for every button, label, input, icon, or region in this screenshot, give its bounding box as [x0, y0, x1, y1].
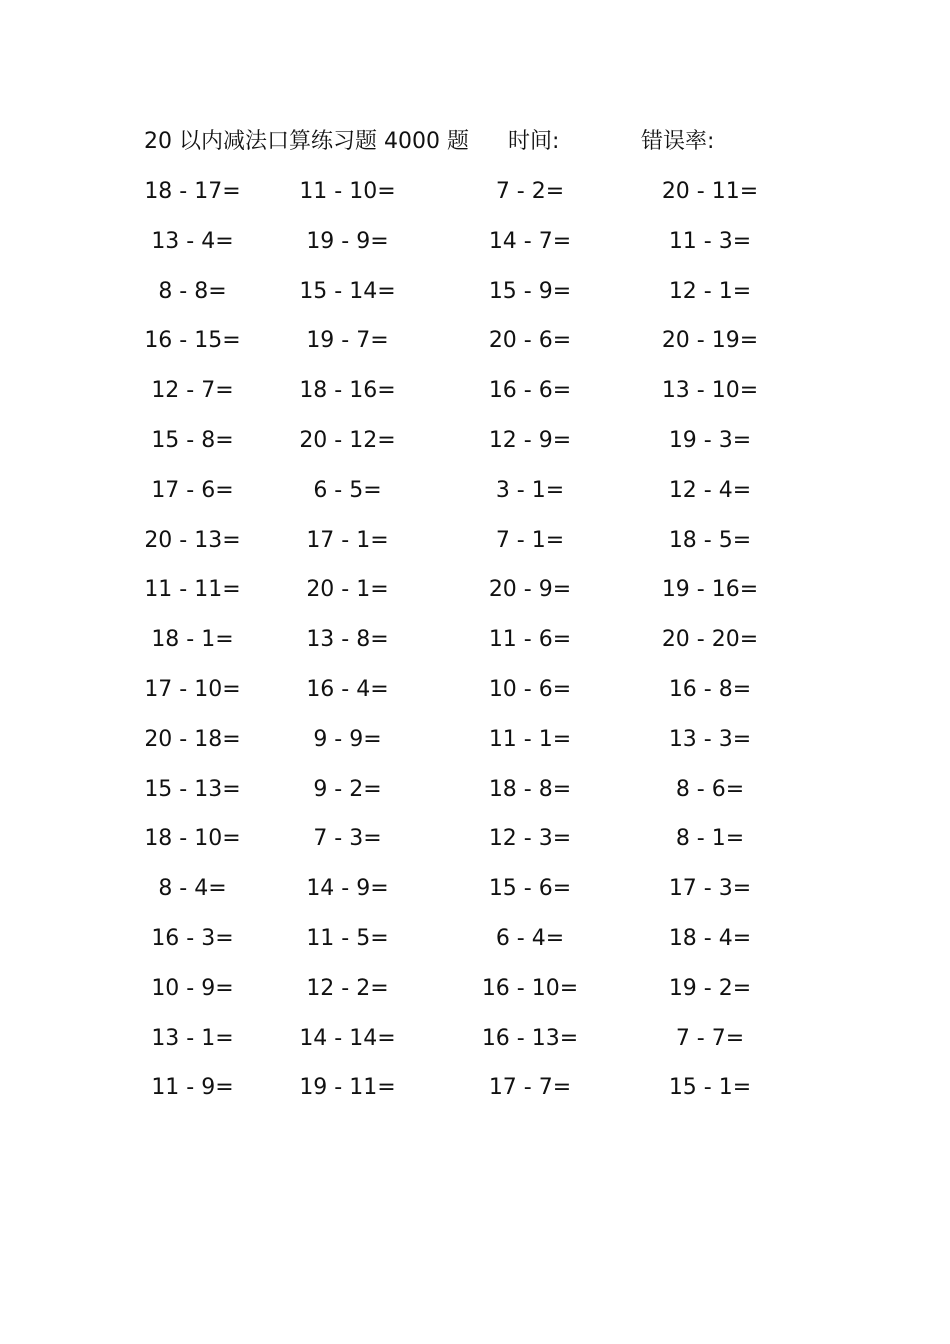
problem-item: 20 - 9= — [488, 577, 572, 603]
problem-item: 13 - 1= — [151, 1025, 234, 1051]
problem-item: 13 - 8= — [306, 627, 389, 653]
problem-item: 14 - 7= — [488, 228, 572, 254]
problem-row — [130, 371, 810, 421]
problem-item: 11 - 11= — [144, 577, 241, 603]
problem-item: 15 - 1= — [668, 1075, 752, 1101]
problem-row — [130, 1068, 810, 1118]
worksheet-title: 20 以内减法口算练习题 4000 题 — [144, 129, 469, 154]
problem-row — [130, 770, 810, 820]
problem-item: 19 - 2= — [668, 975, 752, 1001]
problem-item: 18 - 4= — [668, 925, 752, 951]
problem-item: 10 - 6= — [488, 676, 572, 702]
problem-item: 7 - 3= — [313, 826, 382, 852]
time-label: 时间: — [508, 129, 560, 154]
problem-item: 16 - 8= — [668, 676, 752, 702]
problem-item: 18 - 10= — [144, 826, 241, 852]
problem-item: 18 - 8= — [488, 776, 572, 802]
problem-item: 19 - 7= — [306, 328, 389, 354]
problem-row — [130, 620, 810, 670]
problem-item: 17 - 10= — [144, 676, 241, 702]
problem-item: 7 - 1= — [495, 527, 565, 553]
problem-item: 15 - 9= — [488, 278, 572, 304]
problem-row — [130, 272, 810, 322]
problem-row — [130, 1019, 810, 1069]
problem-item: 20 - 12= — [299, 427, 396, 453]
problem-item: 11 - 5= — [306, 925, 389, 951]
problem-row — [130, 869, 810, 919]
problem-item: 13 - 3= — [668, 726, 752, 752]
problem-grid — [130, 172, 810, 1118]
problem-item: 20 - 13= — [144, 527, 241, 553]
problem-item: 15 - 13= — [144, 776, 241, 802]
problem-item: 9 - 9= — [313, 726, 382, 752]
problem-item: 8 - 1= — [675, 826, 745, 852]
problem-item: 15 - 6= — [488, 876, 572, 902]
problem-item: 11 - 6= — [488, 627, 572, 653]
problem-row — [130, 919, 810, 969]
problem-item: 11 - 9= — [151, 1075, 234, 1101]
problem-item: 13 - 10= — [661, 378, 759, 404]
problem-row — [130, 670, 810, 720]
problem-item: 11 - 10= — [299, 179, 396, 204]
error-rate-label: 错误率: — [641, 129, 715, 154]
worksheet-header — [144, 124, 844, 160]
problem-item: 18 - 1= — [151, 627, 234, 653]
problem-item: 20 - 20= — [661, 627, 759, 653]
problem-item: 8 - 4= — [158, 876, 227, 902]
problem-row — [130, 172, 810, 222]
problem-item: 20 - 6= — [488, 328, 572, 354]
problem-item: 20 - 18= — [144, 726, 241, 752]
problem-item: 7 - 2= — [495, 179, 565, 204]
problem-item: 16 - 6= — [488, 378, 572, 404]
problem-row — [130, 969, 810, 1019]
problem-item: 11 - 1= — [488, 726, 572, 752]
problem-row — [130, 819, 810, 869]
problem-item: 16 - 15= — [144, 328, 241, 354]
problem-item: 6 - 5= — [313, 477, 382, 503]
problem-item: 12 - 4= — [668, 477, 752, 503]
problem-item: 18 - 5= — [668, 527, 752, 553]
problem-item: 8 - 6= — [675, 776, 745, 802]
problem-item: 14 - 9= — [306, 876, 389, 902]
problem-row — [130, 521, 810, 571]
problem-item: 6 - 4= — [495, 925, 565, 951]
problem-item: 12 - 2= — [306, 975, 389, 1001]
problem-item: 3 - 1= — [495, 477, 565, 503]
problem-item: 20 - 11= — [661, 179, 759, 204]
problem-item: 10 - 9= — [151, 975, 234, 1001]
problem-item: 16 - 13= — [481, 1025, 579, 1051]
problem-item: 20 - 1= — [306, 577, 389, 603]
problem-item: 15 - 8= — [151, 427, 234, 453]
problem-item: 19 - 3= — [668, 427, 752, 453]
problem-item: 12 - 1= — [668, 278, 752, 304]
problem-row — [130, 321, 810, 371]
problem-row — [130, 471, 810, 521]
problem-item: 17 - 7= — [488, 1075, 572, 1101]
problem-item: 12 - 3= — [488, 826, 572, 852]
problem-item: 20 - 19= — [661, 328, 759, 354]
problem-row — [130, 222, 810, 272]
problem-item: 14 - 14= — [299, 1025, 396, 1051]
problem-row — [130, 421, 810, 471]
problem-item: 12 - 7= — [151, 378, 234, 404]
problem-item: 16 - 10= — [481, 975, 579, 1001]
problem-item: 9 - 2= — [313, 776, 382, 802]
problem-item: 17 - 3= — [668, 876, 752, 902]
problem-item: 7 - 7= — [675, 1025, 745, 1051]
problem-item: 17 - 1= — [306, 527, 389, 553]
problem-item: 16 - 4= — [306, 676, 389, 702]
problem-item: 15 - 14= — [299, 278, 396, 304]
problem-item: 8 - 8= — [158, 278, 227, 304]
problem-item: 18 - 16= — [299, 378, 396, 404]
problem-item: 17 - 6= — [151, 477, 234, 503]
problem-item: 19 - 11= — [299, 1075, 396, 1101]
problem-item: 13 - 4= — [151, 228, 234, 254]
problem-item: 11 - 3= — [668, 228, 752, 254]
problem-row — [130, 720, 810, 770]
problem-item: 18 - 17= — [144, 179, 241, 204]
problem-item: 12 - 9= — [488, 427, 572, 453]
problem-item: 19 - 9= — [306, 228, 389, 254]
problem-row — [130, 570, 810, 620]
problem-item: 19 - 16= — [661, 577, 759, 603]
problem-item: 16 - 3= — [151, 925, 234, 951]
